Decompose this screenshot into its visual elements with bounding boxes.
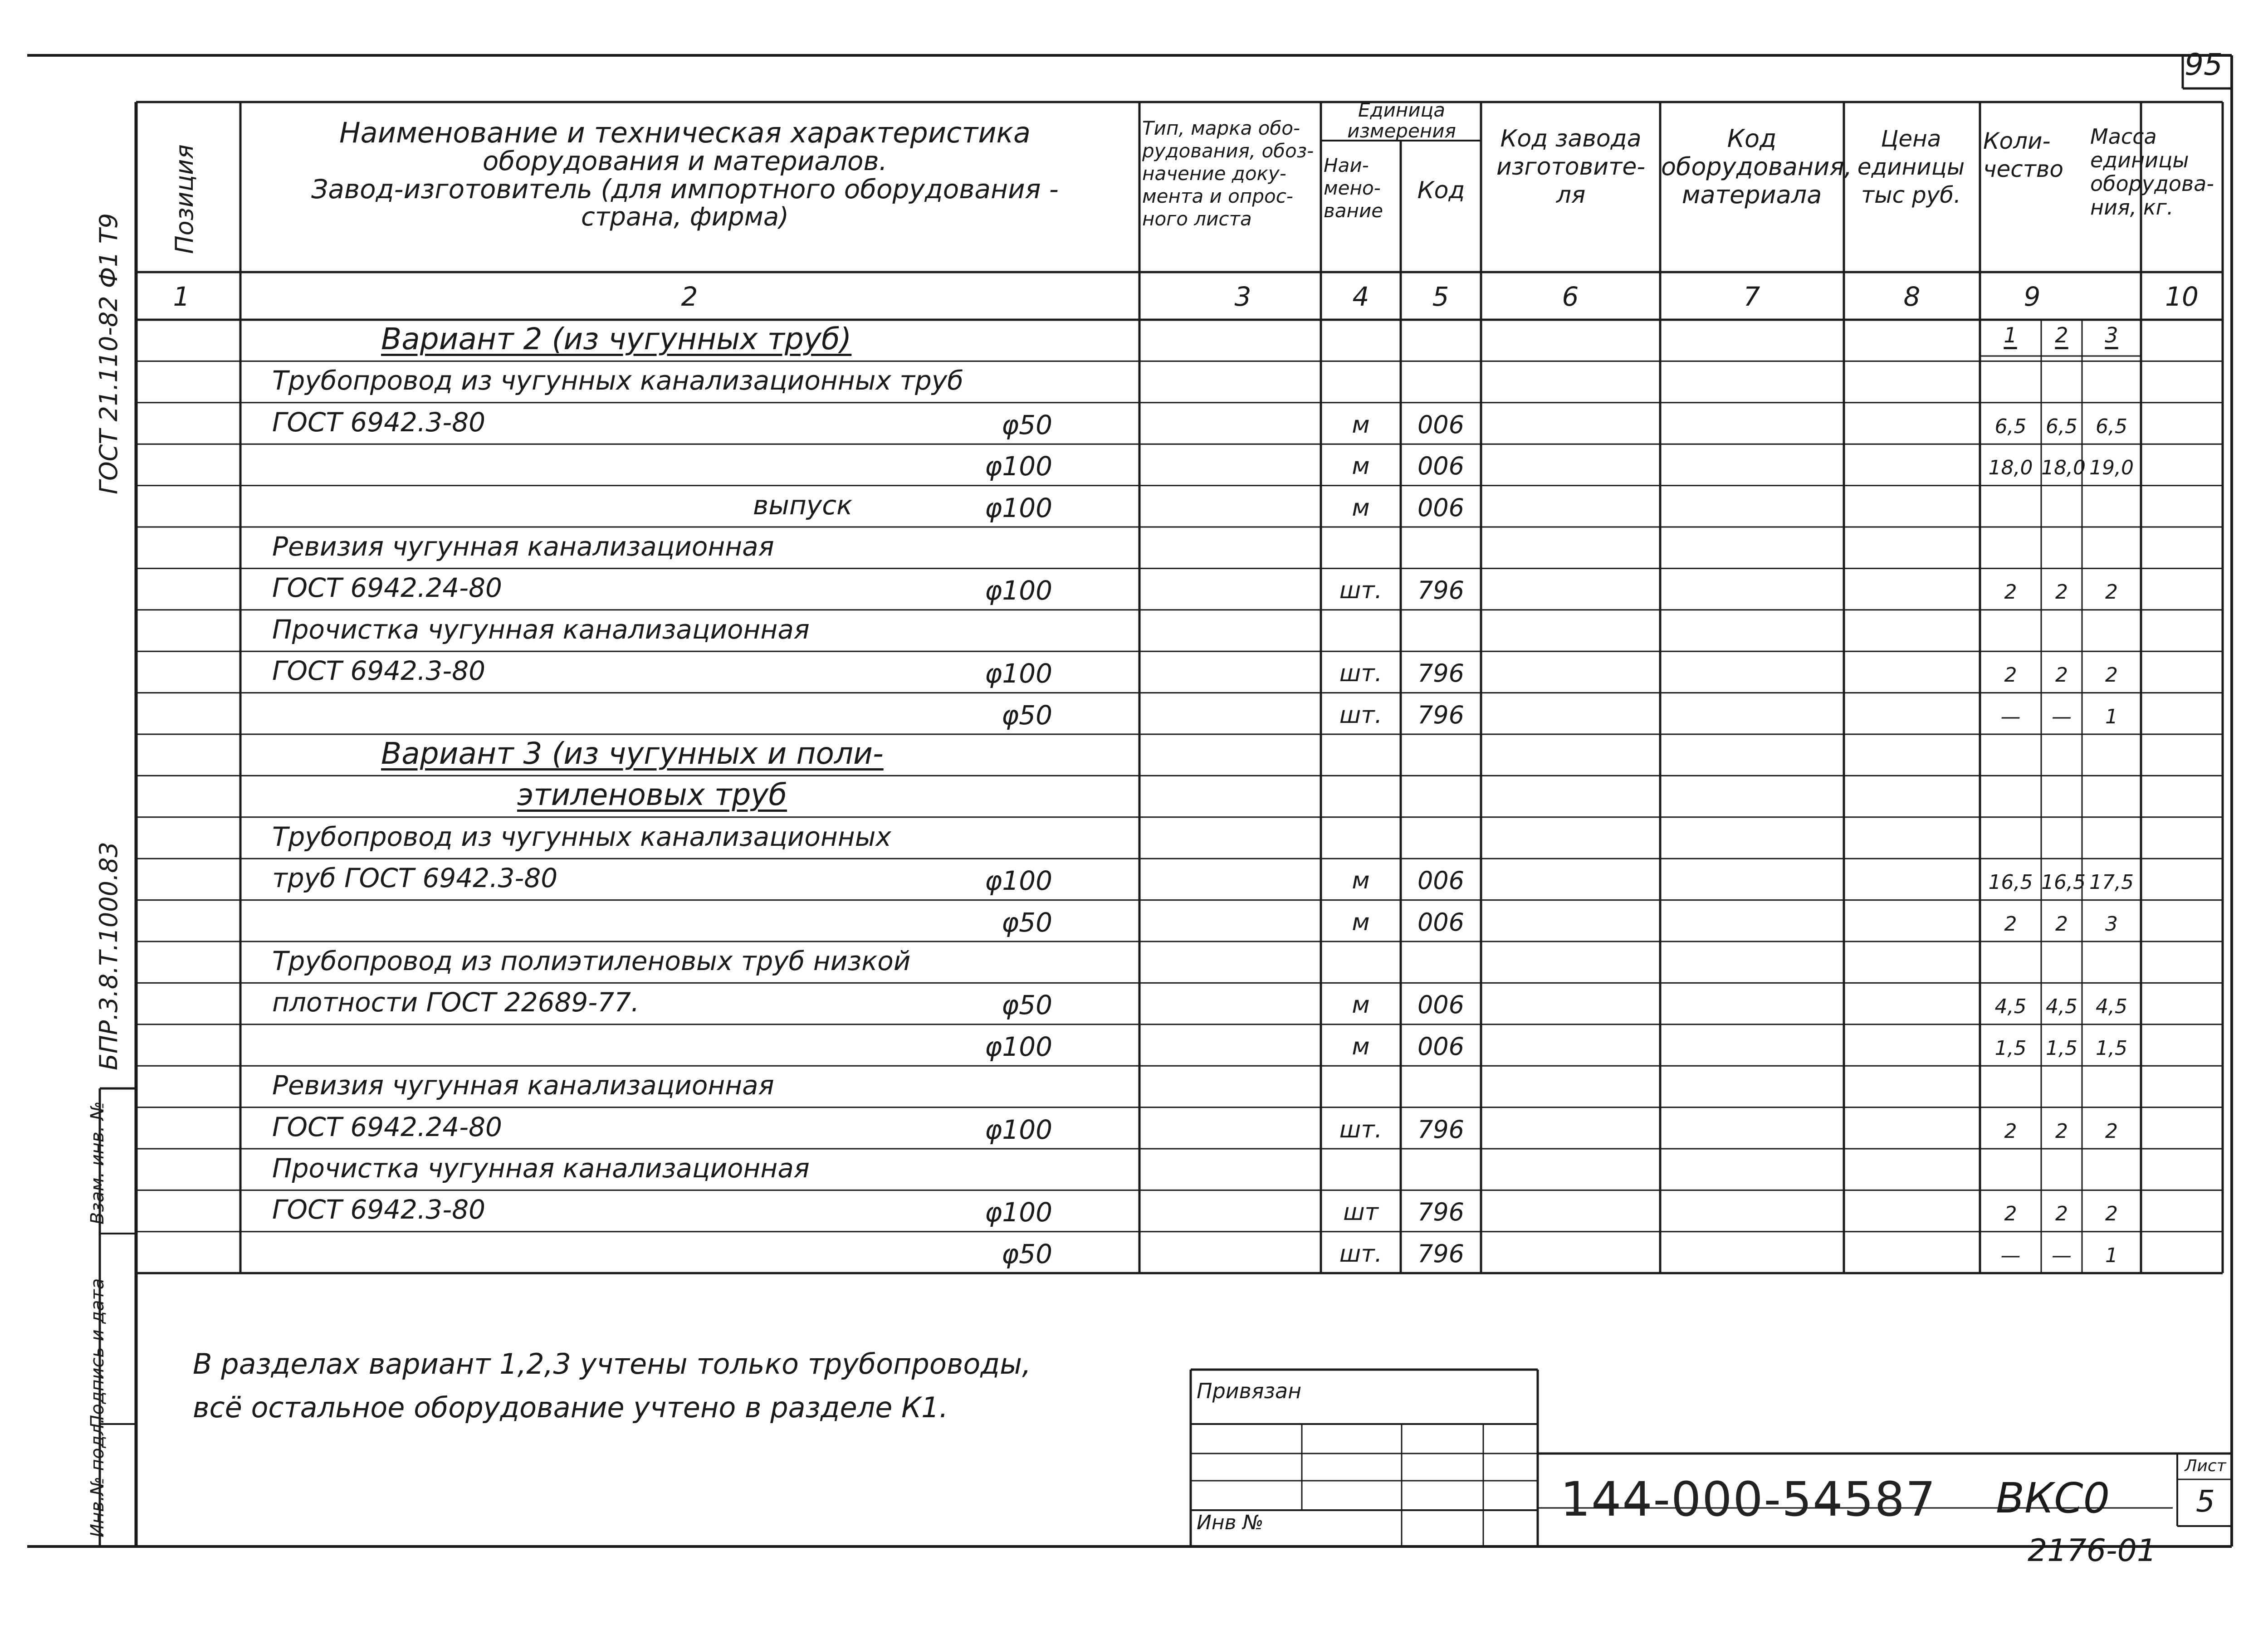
column-number-5: 5 [1432, 281, 1449, 312]
quantity-variant-3: 6,5 [2096, 415, 2127, 438]
quantity-variant-1: 4,5 [1994, 995, 2027, 1019]
quantity-variant-2: 18,0 [2041, 456, 2086, 480]
item-name: Вариант 2 (из чугунных труб) [381, 322, 852, 356]
header-unit-title: Единица измерения [1347, 99, 1456, 142]
item-name: плотности ГОСТ 22689-77. [272, 987, 640, 1018]
quantity-variant-1: 2 [2004, 1119, 2017, 1143]
pipe-diameter: φ100 [985, 575, 1052, 606]
unit-name: шт. [1339, 701, 1383, 729]
unit-code: 796 [1417, 1239, 1465, 1268]
quantity-variant-2: 2 [2055, 1202, 2068, 1226]
pipe-diameter: φ100 [985, 1197, 1052, 1228]
variant-header-3: 3 [2105, 323, 2118, 347]
quantity-variant-2: 4,5 [2046, 995, 2077, 1019]
item-name: ГОСТ 6942.24-80 [272, 572, 502, 604]
unit-name: шт. [1339, 577, 1383, 605]
column-number-3: 3 [1234, 281, 1251, 312]
page-number: 95 [2185, 47, 2223, 82]
quantity-variant-3: 3 [2105, 912, 2118, 936]
project-code-label: БПР.3.8.Т.1000.83 [94, 842, 123, 1070]
column-number-9: 9 [2024, 281, 2041, 312]
header-unit-code: Код [1417, 177, 1465, 204]
unit-name: м [1352, 908, 1370, 936]
pipe-diameter: φ50 [1001, 1238, 1052, 1269]
quantity-variant-3: 1 [2105, 1244, 2118, 1267]
unit-name: шт [1343, 1199, 1378, 1226]
item-name: ГОСТ 6942.24-80 [272, 1111, 502, 1142]
footnote: В разделах вариант 1,2,3 учтены только трубопроводы, всё остальное оборудование учтено в разделе К1. [193, 1347, 1031, 1424]
item-name: Прочистка чугунная канализационная [272, 1153, 810, 1184]
pipe-diameter: φ100 [985, 492, 1052, 523]
unit-name: м [1352, 453, 1370, 480]
unit-code: 006 [1417, 493, 1465, 522]
quantity-variant-2: 1,5 [2046, 1036, 2077, 1060]
quantity-variant-1: 2 [2004, 912, 2017, 936]
pipe-diameter: φ50 [1001, 907, 1052, 938]
unit-code: 006 [1417, 1032, 1465, 1061]
pipe-diameter: φ100 [985, 1114, 1052, 1145]
pipe-diameter: φ50 [1001, 409, 1052, 440]
pipe-diameter: φ100 [985, 865, 1052, 897]
quantity-variant-2: 2 [2055, 580, 2068, 604]
quantity-variant-3: 19,0 [2089, 456, 2134, 480]
quantity-variant-1: 18,0 [1988, 456, 2033, 480]
item-name: ГОСТ 6942.3-80 [272, 1194, 486, 1225]
unit-name: шт. [1339, 1240, 1383, 1268]
column-number-4: 4 [1352, 281, 1369, 312]
column-number-6: 6 [1562, 281, 1579, 312]
column-number-2: 2 [681, 281, 698, 312]
inventory-label: Инв № [1197, 1511, 1264, 1534]
quantity-variant-3: 2 [2105, 1202, 2118, 1226]
column-number-1: 1 [173, 281, 190, 312]
sheet-label: Лист [2185, 1457, 2226, 1475]
item-name: выпуск [753, 489, 853, 521]
unit-code: 796 [1417, 1115, 1465, 1144]
quantity-variant-1: — [2000, 1244, 2021, 1267]
item-name: Прочистка чугунная канализационная [272, 614, 810, 645]
item-name: труб ГОСТ 6942.3-80 [272, 863, 558, 894]
unit-name: м [1352, 1033, 1370, 1060]
column-number-7: 7 [1743, 281, 1760, 312]
item-name: Трубопровод из полиэтиленовых труб низкой [272, 946, 911, 976]
document-code: ВКС0 [1996, 1474, 2110, 1522]
quantity-variant-2: — [2052, 705, 2072, 728]
quantity-variant-1: 2 [2004, 663, 2017, 687]
column-number-10: 10 [2165, 281, 2199, 312]
quantity-variant-3: 2 [2105, 580, 2118, 604]
format-number: 2176-01 [2028, 1533, 2157, 1569]
quantity-variant-1: 16,5 [1988, 871, 2033, 894]
header-name: Наименование и техническая характеристика оборудования и материалов. Завод-изготовитель (для импортного оборудования - страна, фирма) [311, 116, 1059, 232]
unit-code: 796 [1417, 576, 1465, 605]
stamp-signature-date: Подпись и дата [87, 1278, 108, 1429]
quantity-variant-3: 1,5 [2096, 1036, 2127, 1060]
item-name: Ревизия чугунная канализационная [272, 1070, 774, 1101]
item-name: ГОСТ 6942.3-80 [272, 406, 486, 438]
unit-code: 006 [1417, 866, 1465, 895]
quantity-variant-2: 2 [2055, 663, 2068, 687]
quantity-variant-3: 4,5 [2096, 995, 2127, 1019]
unit-code: 796 [1417, 659, 1465, 688]
pipe-diameter: φ50 [1001, 990, 1052, 1021]
pipe-diameter: φ100 [985, 1031, 1052, 1062]
header-type-mark: Тип, марка обо- рудования, обоз- начение доку- мента и опрос- ного листа [1142, 117, 1314, 230]
quantity-variant-2: 2 [2055, 1119, 2068, 1143]
unit-code: 006 [1417, 907, 1465, 937]
quantity-variant-1: 2 [2004, 580, 2017, 604]
item-name: Ревизия чугунная канализационная [272, 531, 774, 562]
unit-code: 006 [1417, 410, 1465, 439]
stamp-replaced-inv: Взам. инв. № [87, 1101, 108, 1224]
gost-form-label: ГОСТ 21.110-82 Ф1 Т9 [94, 213, 123, 494]
quantity-variant-2: 16,5 [2041, 871, 2086, 894]
item-name: Трубопровод из чугунных канализационных [272, 821, 891, 852]
unit-code: 796 [1417, 1198, 1465, 1227]
header-unit-mass: Масса единицы оборудова- ния, кг. [2090, 124, 2214, 219]
document-number: 144-000-54587 [1560, 1472, 1936, 1527]
unit-name: м [1352, 411, 1370, 439]
unit-code: 006 [1417, 452, 1465, 481]
quantity-variant-3: 2 [2105, 1119, 2118, 1143]
header-position: Позиция [170, 144, 199, 254]
item-name: Трубопровод из чугунных канализационных труб [272, 365, 963, 396]
quantity-variant-2: 2 [2055, 912, 2068, 936]
sheet-number: 5 [2196, 1484, 2215, 1519]
quantity-variant-2: 6,5 [2046, 415, 2077, 438]
quantity-variant-1: 2 [2004, 1202, 2017, 1226]
header-unit-name: Наи- мено- вание [1324, 154, 1383, 222]
unit-code: 006 [1417, 990, 1465, 1019]
pipe-diameter: φ100 [985, 451, 1052, 482]
unit-name: шт. [1339, 1116, 1383, 1143]
variant-header-1: 1 [2004, 323, 2017, 347]
unit-name: шт. [1339, 660, 1383, 688]
column-number-8: 8 [1903, 281, 1921, 312]
pipe-diameter: φ50 [1001, 699, 1052, 731]
unit-name: м [1352, 494, 1370, 522]
quantity-variant-1: — [2000, 705, 2021, 728]
linked-label: Привязан [1197, 1379, 1302, 1403]
item-name: этиленовых труб [517, 777, 787, 813]
quantity-variant-3: 1 [2105, 705, 2118, 728]
header-quantity: Коли- чество [1983, 128, 2063, 182]
item-name: ГОСТ 6942.3-80 [272, 655, 486, 687]
quantity-variant-3: 2 [2105, 663, 2118, 687]
header-unit-price: Цена единицы тыс руб. [1857, 126, 1965, 208]
unit-name: м [1352, 867, 1370, 895]
header-plant-code: Код завода изготовите- ля [1496, 125, 1646, 209]
header-equipment-code: Код оборудования, материала [1661, 124, 1852, 209]
quantity-variant-1: 6,5 [1994, 415, 2027, 438]
quantity-variant-3: 17,5 [2089, 871, 2134, 894]
unit-name: м [1352, 991, 1370, 1019]
quantity-variant-1: 1,5 [1994, 1036, 2027, 1060]
unit-code: 796 [1417, 700, 1465, 729]
quantity-variant-2: — [2052, 1244, 2072, 1267]
item-name: Вариант 3 (из чугунных и поли- [381, 736, 884, 771]
pipe-diameter: φ100 [985, 658, 1052, 689]
variant-header-2: 2 [2055, 323, 2068, 347]
stamp-inv-original: Инв.№ подл. [87, 1418, 108, 1537]
